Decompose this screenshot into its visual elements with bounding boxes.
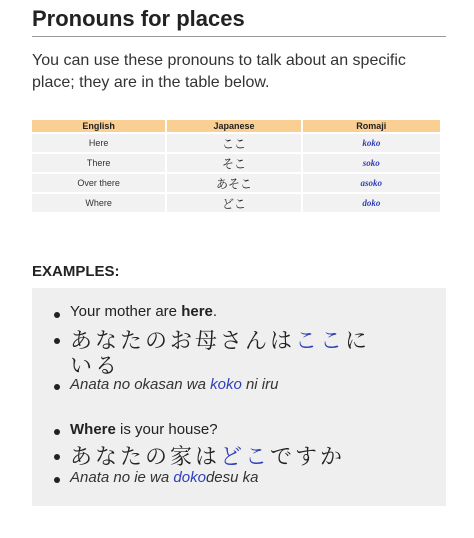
cell-japanese: どこ	[167, 194, 300, 212]
cell-romaji: asoko	[303, 174, 440, 192]
cell-japanese: そこ	[167, 154, 300, 172]
title-divider	[32, 36, 446, 37]
example1-english-end: .	[212, 303, 218, 320]
example2-romaji	[70, 469, 258, 486]
examples-heading: EXAMPLES:	[32, 263, 120, 280]
intro-paragraph: You can use these pronouns to talk about an specific place; they are in the table below.	[32, 52, 406, 91]
cell-japanese: あそこ	[167, 174, 300, 192]
table-row	[32, 174, 440, 192]
example1-japanese-text: あなたのお母さんは	[70, 329, 296, 354]
bullet	[54, 384, 60, 390]
examples-box	[32, 288, 446, 506]
bullet	[54, 429, 60, 435]
example2-romaji-highlight: doko	[173, 469, 206, 486]
table-header-row	[32, 120, 440, 132]
example1-romaji-text: Anata no okasan wa	[70, 376, 211, 393]
example1-romaji-highlight: koko	[210, 376, 242, 393]
example1-japanese-line2: いる	[70, 354, 121, 379]
bullet	[54, 477, 60, 483]
example1-romaji-end: ni iru	[241, 376, 279, 393]
column-header-english: English	[32, 120, 165, 132]
bullet	[54, 454, 60, 460]
cell-english: Over there	[32, 174, 165, 192]
example1-english	[70, 303, 217, 320]
example1-english-bold: here	[181, 303, 213, 320]
cell-japanese: ここ	[167, 134, 300, 152]
example2-english	[70, 421, 218, 438]
cell-english: Where	[32, 194, 165, 212]
cell-english: There	[32, 154, 165, 172]
example2-english-text: is your house?	[115, 421, 218, 438]
example2-japanese-highlight: どこ	[220, 445, 271, 470]
example1-english-text: Your mother are	[70, 303, 182, 320]
example2-japanese-end: ですか	[270, 445, 346, 470]
cell-romaji: soko	[303, 154, 440, 172]
table-row	[32, 194, 440, 212]
cell-romaji: doko	[303, 194, 440, 212]
column-header-romaji: Romaji	[303, 120, 440, 132]
pronouns-table	[30, 118, 442, 214]
bullet	[54, 338, 60, 344]
example2-japanese-text: あなたの家は	[70, 445, 221, 470]
example1-japanese-end: に	[345, 329, 371, 354]
example2-romaji-end: desu ka	[205, 469, 259, 486]
example2-japanese	[70, 440, 345, 471]
column-header-japanese: Japanese	[167, 120, 300, 132]
cell-english: Here	[32, 134, 165, 152]
table-row	[32, 134, 440, 152]
example1-japanese-highlight: ここ	[295, 329, 346, 354]
example1-romaji	[70, 376, 278, 393]
page-title: Pronouns for places	[32, 6, 245, 31]
cell-romaji: koko	[303, 134, 440, 152]
bullet	[54, 312, 60, 318]
table-row	[32, 154, 440, 172]
example2-romaji-text: Anata no ie wa	[70, 469, 174, 486]
example2-english-bold: Where	[70, 421, 116, 438]
